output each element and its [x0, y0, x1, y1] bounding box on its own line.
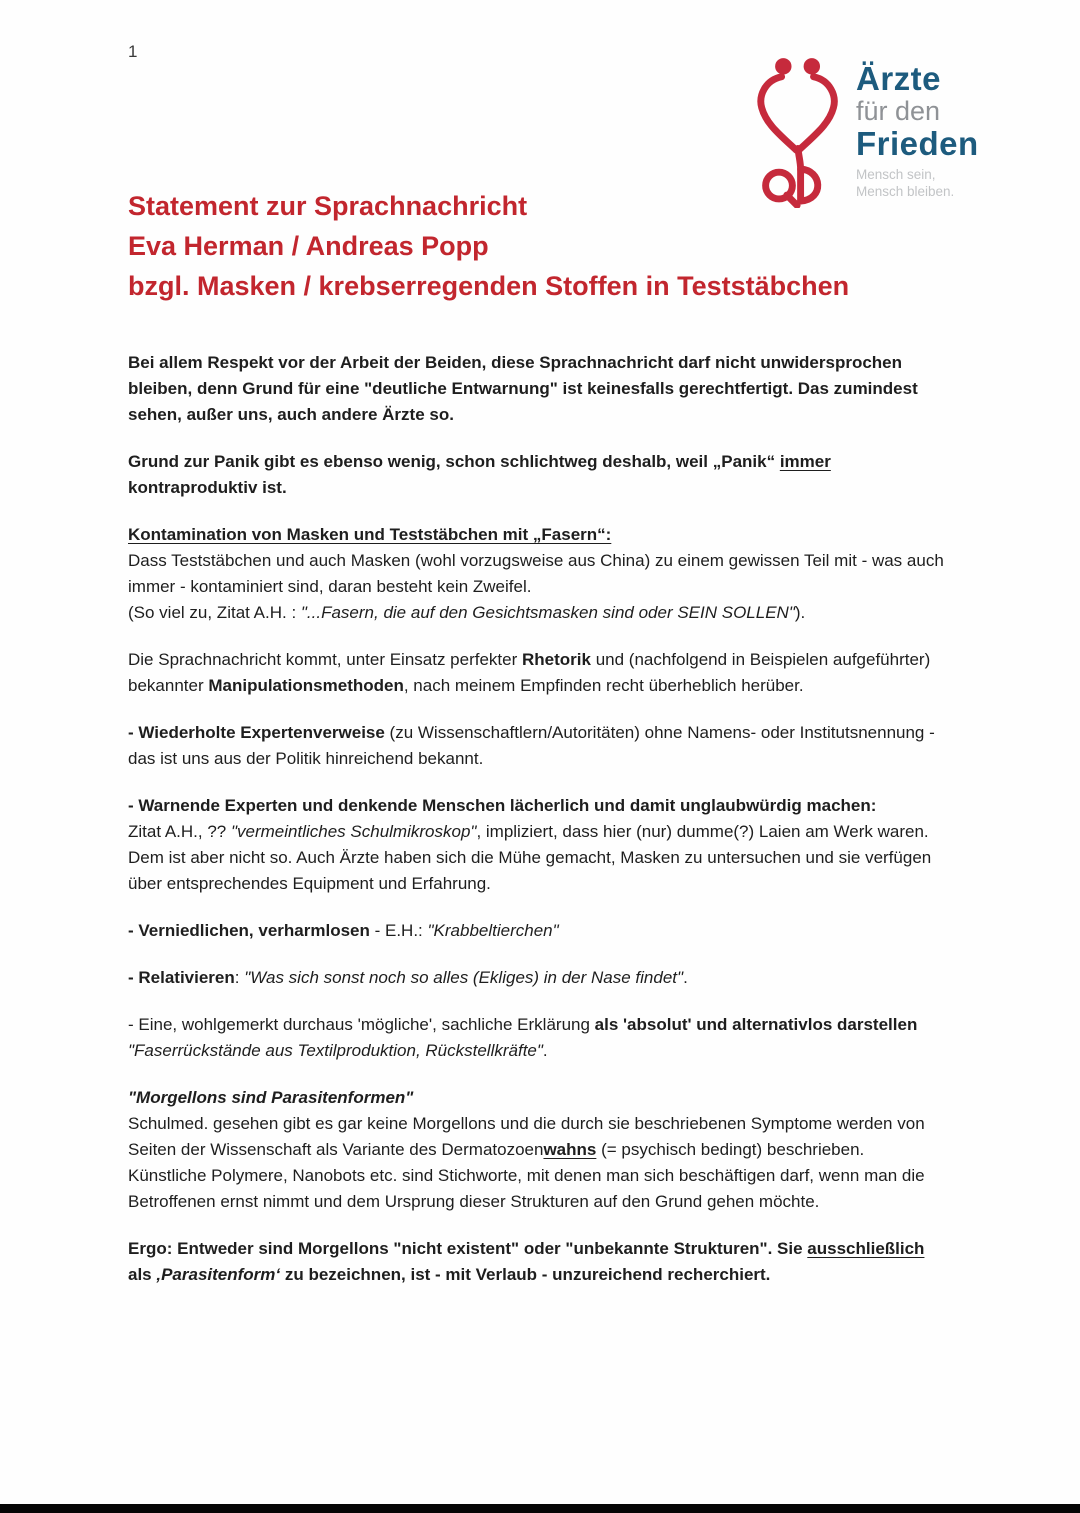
logo-word-fuer-den: für den	[856, 96, 941, 126]
title-line-3: bzgl. Masken / krebserregenden Stoffen in Teststäbchen	[128, 271, 850, 301]
kontamination-section: Kontamination von Masken und Teststäbchen mit „Fasern“: Dass Teststäbchen und auch Masken (wohl vorzugsweise aus China) zu einem gewissen Teil mit - was auch immer - kontaminiert sind, daran besteht kein Zweifel. (So viel zu, Zitat A.H. : "...Fasern, die auf den Gesichtsmasken sind oder SEIN SOLLEN").	[128, 525, 944, 622]
laecherlich-item: - Warnende Experten und denkende Menschen lächerlich und damit unglaubwürdig machen: Zitat A.H., ?? "vermeintliches Schulmikroskop", impliziert, dass hier (nur) dumme(?) Laien am Werk waren. Dem ist aber nicht so. Auch Ärzte haben sich die Mühe gemacht, Masken zu untersuchen und sie verfügen über entsprechendes Equipment und Erfahrung.	[128, 796, 932, 893]
expertenverweise-item: - Wiederholte Expertenverweise (zu Wissenschaftlern/Autoritäten) ohne Namens- oder Institutsnennung - das ist uns aus der Politik hinreichend bekannt.	[128, 723, 935, 768]
ergo-paragraph: Ergo: Entweder sind Morgellons "nicht existent" oder "unbekannte Strukturen". Sie ausschließlich als ‚Parasitenform‘ zu bezeichnen, ist - mit Verlaub - unzureichend recherchiert.	[128, 1239, 925, 1284]
title-line-1: Statement zur Sprachnachricht	[128, 191, 528, 221]
logo-text	[856, 56, 979, 200]
panik-paragraph: Grund zur Panik gibt es ebenso wenig, schon schlichtweg deshalb, weil „Panik“ immer kontraproduktiv ist.	[128, 452, 831, 497]
rhetorik-paragraph: Die Sprachnachricht kommt, unter Einsatz perfekter Rhetorik und (nachfolgend in Beispielen aufgeführter) bekannter Manipulationsmethoden, nach meinem Empfinden recht überheblich herüber.	[128, 650, 931, 695]
title-line-2: Eva Herman / Andreas Popp	[128, 231, 489, 261]
relativieren-item: - Relativieren: "Was sich sonst noch so alles (Ekliges) in der Nase findet".	[128, 968, 688, 987]
logo-tagline	[856, 166, 979, 200]
morgellons-section: "Morgellons sind Parasitenformen" Schulmed. gesehen gibt es gar keine Morgellons und die durch sie beschriebenen Symptome werden von Seiten der Wissenschaft als Variante des Dermatozoenwahns (= psychisch bedingt) beschrieben. Künstliche Polymere, Nanobots etc. sind Stichworte, mit denen man sich beschäftigen darf, wenn man die Betroffenen ernst nimmt und dem Ursprung dieser Strukturen auf den Grund gehen möchte.	[128, 1088, 925, 1211]
absolut-item: - Eine, wohlgemerkt durchaus 'mögliche', sachliche Erklärung als 'absolut' und alternativlos darstellen "Faserrückstände aus Textilproduktion, Rückstellkräfte".	[128, 1015, 918, 1060]
intro-paragraph: Bei allem Respekt vor der Arbeit der Beiden, diese Sprachnachricht darf nicht unwidersprochen bleiben, denn Grund für eine "deutliche Entwarnung" ist keinesfalls gerechtfertigt. Das zumindest sehen, außer uns, auch andere Ärzte so.	[128, 353, 918, 424]
verniedlichen-item: - Verniedlichen, verharmlosen - E.H.: "Krabbeltierchen"	[128, 921, 559, 940]
page-number: 1	[128, 42, 138, 61]
logo-word-frieden: Frieden	[856, 125, 979, 162]
document-title	[128, 186, 849, 306]
logo-tagline-line1: Mensch sein,	[856, 167, 936, 182]
document-body	[128, 350, 944, 1309]
bottom-bar	[0, 1504, 1080, 1513]
logo-word-aerzte: Ärzte	[856, 60, 942, 97]
logo-tagline-line2: Mensch bleiben.	[856, 184, 955, 199]
